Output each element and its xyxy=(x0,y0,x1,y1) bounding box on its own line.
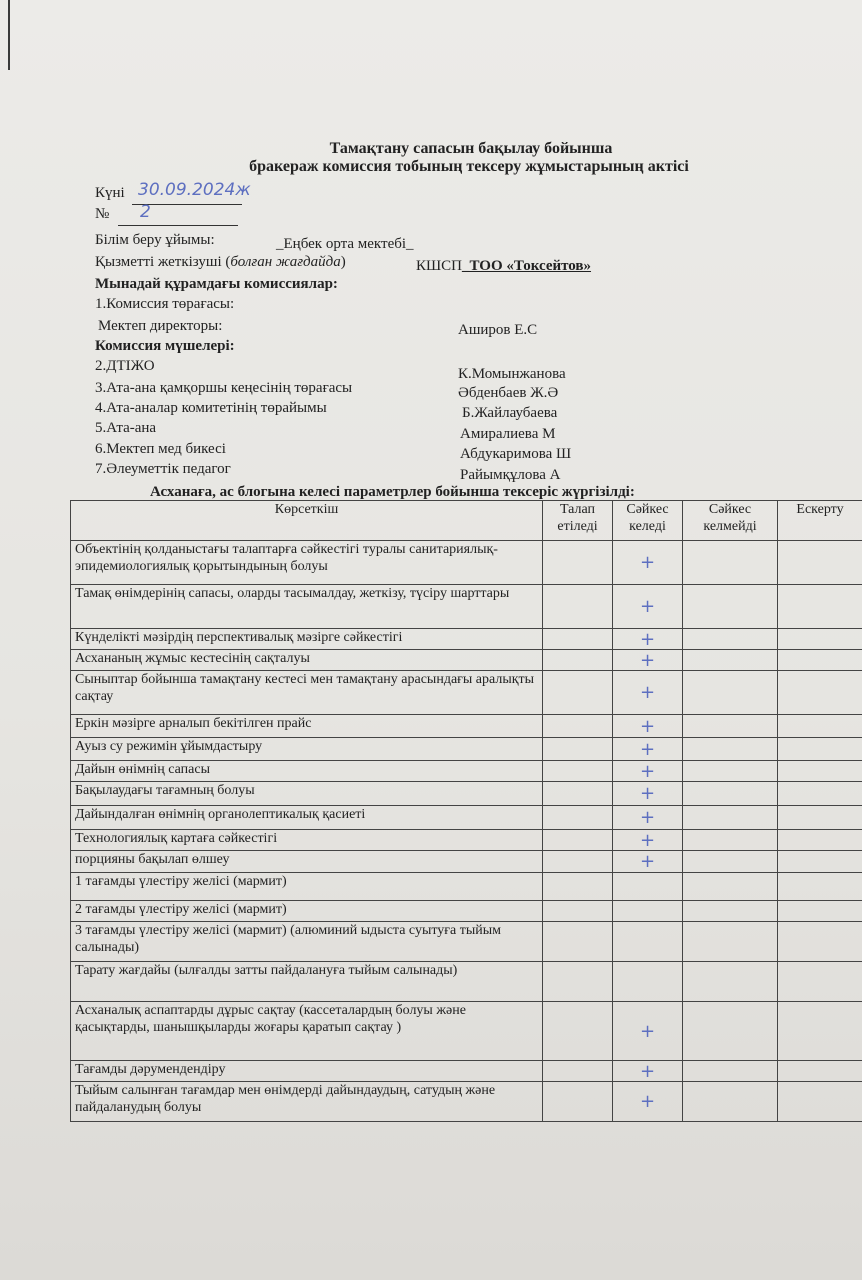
table-row xyxy=(71,671,862,715)
table-row xyxy=(71,650,862,671)
noncompliant-cell xyxy=(683,873,778,901)
noncompliant-cell xyxy=(683,830,778,851)
note-cell xyxy=(778,922,862,962)
header-indicator: Көрсеткіш xyxy=(71,501,543,541)
required-cell xyxy=(543,761,613,782)
required-cell xyxy=(543,715,613,738)
indicator-cell: Тарату жағдайы (ылғалды затты пайдалануға тыйым салынады) xyxy=(71,962,543,1002)
indicator-cell: 3 тағамды үлестіру желісі (мармит) (алюминий ыдыста суытуға тыйым салынады) xyxy=(71,922,543,962)
compliant-mark-cell: + xyxy=(613,851,683,873)
header-noncompliant: Сәйкес келмейді xyxy=(683,501,778,541)
noncompliant-cell xyxy=(683,851,778,873)
noncompliant-cell xyxy=(683,671,778,715)
table-row xyxy=(71,901,862,922)
table-row xyxy=(71,738,862,761)
noncompliant-cell xyxy=(683,650,778,671)
note-cell xyxy=(778,1061,862,1082)
compliant-mark-cell: + xyxy=(613,738,683,761)
member-role: 3.Ата-ана қамқоршы кеңесінің төрағасы xyxy=(95,380,353,396)
inspection-table xyxy=(70,500,862,1122)
noncompliant-cell xyxy=(683,1002,778,1061)
header-required: Талап етіледі xyxy=(543,501,613,541)
required-cell xyxy=(543,650,613,671)
member-role: 6.Мектеп мед бикесі xyxy=(95,441,226,457)
note-cell xyxy=(778,650,862,671)
supplier-label: Қызметті жеткізуші (болған жағдайда) xyxy=(95,254,346,270)
indicator-cell: 1 тағамды үлестіру желісі (мармит) xyxy=(71,873,543,901)
note-cell xyxy=(778,629,862,650)
indicator-cell: Сыныптар бойынша тамақтану кестесі мен тамақтану арасындағы аралықты сақтау xyxy=(71,671,543,715)
member-role: 5.Ата-ана xyxy=(95,420,157,436)
commission-heading: Мынадай құрамдағы комиссиялар: xyxy=(95,276,338,292)
noncompliant-cell xyxy=(683,1082,778,1122)
noncompliant-cell xyxy=(683,782,778,806)
required-cell xyxy=(543,1061,613,1082)
table-row xyxy=(71,1002,862,1061)
indicator-cell: Еркін мәзірге арналып бекітілген прайс xyxy=(71,715,543,738)
note-cell xyxy=(778,715,862,738)
table-header-row xyxy=(71,501,862,541)
inspection-heading: Асханаға, ас блогына келесі параметрлер бойынша тексеріс жүргізілді: xyxy=(150,484,635,500)
note-cell xyxy=(778,761,862,782)
member-name: К.Момынжанова xyxy=(458,366,566,382)
compliant-mark-cell: + xyxy=(613,629,683,650)
noncompliant-cell xyxy=(683,1061,778,1082)
member-name: Амиралиева М xyxy=(460,426,556,442)
indicator-cell: Дайын өнімнің сапасы xyxy=(71,761,543,782)
document-title-line2: бракераж комиссия тобының тексеру жұмыстарының актісі xyxy=(249,158,689,175)
member-name: Әбденбаев Ж.Ә xyxy=(458,385,559,401)
indicator-cell: Асхананың жұмыс кестесінің сақталуы xyxy=(71,650,543,671)
org-value: _Еңбек орта мектебі_ xyxy=(276,236,414,252)
compliant-mark-cell xyxy=(613,901,683,922)
indicator-cell: Тағамды дәрумендендіру xyxy=(71,1061,543,1082)
table-row xyxy=(71,761,862,782)
header-compliant: Сәйкес келеді xyxy=(613,501,683,541)
member-role: 4.Ата-аналар комитетінің төрайымы xyxy=(95,400,327,416)
required-cell xyxy=(543,782,613,806)
noncompliant-cell xyxy=(683,541,778,585)
member-role: 7.Әлеуметтік педагог xyxy=(95,461,231,477)
noncompliant-cell xyxy=(683,962,778,1002)
note-cell xyxy=(778,806,862,830)
noncompliant-cell xyxy=(683,806,778,830)
note-cell xyxy=(778,782,862,806)
indicator-cell: порцияны бақылап өлшеу xyxy=(71,851,543,873)
note-cell xyxy=(778,585,862,629)
note-cell xyxy=(778,671,862,715)
noncompliant-cell xyxy=(683,922,778,962)
compliant-mark-cell: + xyxy=(613,830,683,851)
table-row xyxy=(71,629,862,650)
table-row xyxy=(71,851,862,873)
table-row xyxy=(71,1082,862,1122)
compliant-mark-cell: + xyxy=(613,541,683,585)
note-cell xyxy=(778,901,862,922)
date-label: Күні xyxy=(95,185,125,201)
note-cell xyxy=(778,851,862,873)
required-cell xyxy=(543,629,613,650)
table-row xyxy=(71,782,862,806)
org-label: Білім беру ұйымы: xyxy=(95,232,215,248)
table-row xyxy=(71,715,862,738)
table-row xyxy=(71,830,862,851)
members-heading: Комиссия мүшелері: xyxy=(95,338,235,354)
noncompliant-cell xyxy=(683,585,778,629)
director-name: Аширов Е.С xyxy=(458,322,538,338)
noncompliant-cell xyxy=(683,761,778,782)
note-cell xyxy=(778,1082,862,1122)
compliant-mark-cell: + xyxy=(613,1061,683,1082)
page-edge-shadow xyxy=(8,0,10,70)
compliant-mark-cell: + xyxy=(613,1082,683,1122)
compliant-mark-cell xyxy=(613,873,683,901)
number-value: 2 xyxy=(140,202,151,222)
required-cell xyxy=(543,851,613,873)
note-cell xyxy=(778,738,862,761)
required-cell xyxy=(543,671,613,715)
number-label: № xyxy=(95,206,110,222)
required-cell xyxy=(543,922,613,962)
date-value: 30.09.2024ж xyxy=(138,180,251,200)
compliant-mark-cell: + xyxy=(613,782,683,806)
required-cell xyxy=(543,585,613,629)
compliant-mark-cell: + xyxy=(613,650,683,671)
table-row xyxy=(71,806,862,830)
table-row xyxy=(71,585,862,629)
number-underline xyxy=(118,225,238,226)
table-row xyxy=(71,962,862,1002)
table-row xyxy=(71,873,862,901)
indicator-cell: Асханалық аспаптарды дұрыс сақтау (кассеталардың болуы және қасықтарды, шанышқыларды жоғары қаратып сақтау ) xyxy=(71,1002,543,1061)
noncompliant-cell xyxy=(683,901,778,922)
indicator-cell: Тамақ өнімдерінің сапасы, оларды тасымалдау, жеткізу, түсіру шарттары xyxy=(71,585,543,629)
member-name: Б.Жайлаубаева xyxy=(462,405,558,421)
note-cell xyxy=(778,830,862,851)
indicator-cell: 2 тағамды үлестіру желісі (мармит) xyxy=(71,901,543,922)
indicator-cell: Бақылаудағы тағамның болуы xyxy=(71,782,543,806)
header-note: Ескерту xyxy=(778,501,862,541)
noncompliant-cell xyxy=(683,738,778,761)
required-cell xyxy=(543,738,613,761)
indicator-cell: Дайындалған өнімнің органолептикалық қасиеті xyxy=(71,806,543,830)
table-row xyxy=(71,1061,862,1082)
document-title-line1: Тамақтану сапасын бақылау бойынша xyxy=(329,140,613,157)
table-row xyxy=(71,922,862,962)
compliant-mark-cell: + xyxy=(613,806,683,830)
required-cell xyxy=(543,962,613,1002)
supplier-value: КШСП_ТОО «Токсейтов» xyxy=(416,258,592,274)
note-cell xyxy=(778,873,862,901)
compliant-mark-cell xyxy=(613,962,683,1002)
indicator-cell: Технологиялық картаға сәйкестігі xyxy=(71,830,543,851)
noncompliant-cell xyxy=(683,629,778,650)
member-role: 2.ДТІЖО xyxy=(95,358,155,374)
member-name: Абдукаримова Ш xyxy=(460,446,572,462)
compliant-mark-cell: + xyxy=(613,585,683,629)
compliant-mark-cell: + xyxy=(613,761,683,782)
indicator-cell: Ауыз су режимін ұйымдастыру xyxy=(71,738,543,761)
compliant-mark-cell: + xyxy=(613,671,683,715)
compliant-mark-cell: + xyxy=(613,1002,683,1061)
director-label: Мектеп директоры: xyxy=(98,318,223,334)
member-name: Райымқұлова А xyxy=(460,467,561,483)
chair-label: 1.Комиссия төрағасы: xyxy=(95,296,235,312)
required-cell xyxy=(543,806,613,830)
indicator-cell: Күнделікті мәзірдің перспективалық мәзірге сәйкестігі xyxy=(71,629,543,650)
table-row xyxy=(71,541,862,585)
indicator-cell: Объектінің қолданыстағы талаптарға сәйкестігі туралы санитариялық-эпидемиологиялық қорытындының болуы xyxy=(71,541,543,585)
required-cell xyxy=(543,901,613,922)
required-cell xyxy=(543,873,613,901)
compliant-mark-cell xyxy=(613,922,683,962)
required-cell xyxy=(543,830,613,851)
required-cell xyxy=(543,1002,613,1061)
required-cell xyxy=(543,1082,613,1122)
noncompliant-cell xyxy=(683,715,778,738)
required-cell xyxy=(543,541,613,585)
note-cell xyxy=(778,962,862,1002)
compliant-mark-cell: + xyxy=(613,715,683,738)
note-cell xyxy=(778,541,862,585)
note-cell xyxy=(778,1002,862,1061)
indicator-cell: Тыйым салынған тағамдар мен өнімдерді дайындаудың, сатудың және пайдаланудың болуы xyxy=(71,1082,543,1122)
